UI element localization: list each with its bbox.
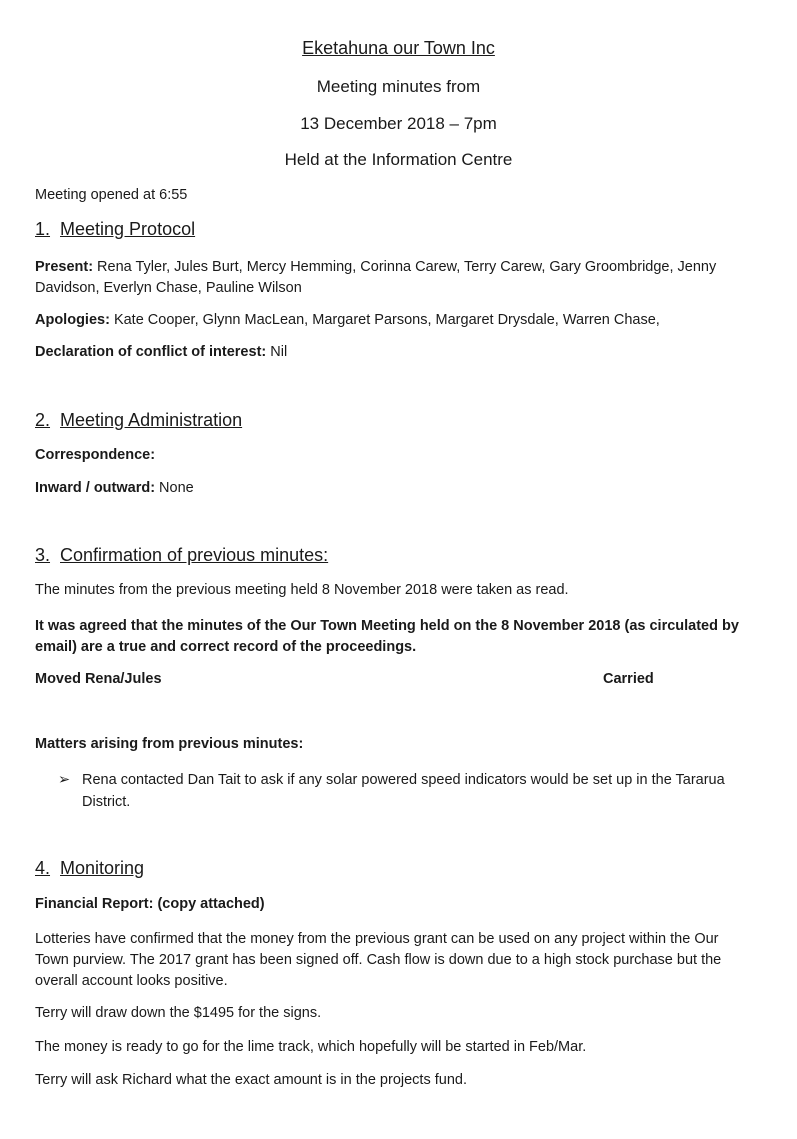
section-number: 3. (35, 545, 51, 565)
financial-report-label: Financial Report: (copy attached) (35, 896, 265, 912)
section-title: Monitoring (60, 858, 145, 878)
terry-ask-line: Terry will ask Richard what the exact amount is in the projects fund. (35, 1072, 467, 1088)
meeting-opened: Meeting opened at 6:55 (35, 187, 188, 203)
arrow-bullet-icon: ➢ (58, 772, 71, 788)
apologies-label: Apologies: (35, 312, 110, 328)
inward-outward-text: None (155, 480, 194, 496)
conflict-line (35, 344, 287, 360)
apologies-line (35, 312, 660, 328)
section-title: Meeting Administration (60, 410, 243, 430)
present-paragraph (35, 257, 755, 299)
minutes-subtitle: Meeting minutes from (316, 77, 481, 96)
list-item (58, 769, 738, 813)
section-2-heading (35, 410, 242, 431)
list-item-text: Rena contacted Dan Tait to ask if any solar powered speed indicators would be set up in the Tararua District. (82, 772, 725, 810)
moved-line: Moved Rena/Jules (35, 671, 162, 687)
lotteries-paragraph: Lotteries have confirmed that the money from the previous grant can be used on any project within the Our Town purview. The 2017 grant has been signed off. Cash flow is down due to a high stock purchase but the overall account looks positive. (35, 931, 722, 989)
conflict-text: Nil (266, 344, 288, 360)
section-title: Confirmation of previous minutes: (60, 545, 329, 565)
section-3-heading (35, 545, 328, 566)
meeting-venue: Held at the Information Centre (284, 150, 513, 169)
money-ready-line: The money is ready to go for the lime track, which hopefully will be started in Feb/Mar. (35, 1039, 587, 1055)
section-number: 2. (35, 410, 51, 430)
organisation-title: Eketahuna our Town Inc (302, 38, 495, 58)
section-number: 4. (35, 858, 51, 878)
inward-outward-line (35, 480, 194, 496)
correspondence-label: Correspondence: (35, 447, 156, 463)
inward-outward-label: Inward / outward: (35, 480, 156, 496)
matters-arising-label: Matters arising from previous minutes: (35, 736, 304, 752)
correspondence-line (35, 447, 155, 463)
section-1-heading (35, 219, 195, 240)
section-title: Meeting Protocol (60, 219, 196, 239)
present-label: Present: (35, 259, 94, 275)
conflict-label: Declaration of conflict of interest: (35, 344, 267, 360)
carried-label: Carried (603, 671, 654, 687)
section-number: 1. (35, 219, 51, 239)
present-text: Rena Tyler, Jules Burt, Mercy Hemming, Corinna Carew, Terry Carew, Gary Groombridge, Jenny Davidson, Everlyn Chase, Pauline Wilson (35, 259, 717, 296)
section-4-heading (35, 858, 144, 879)
apologies-text: Kate Cooper, Glynn MacLean, Margaret Parsons, Margaret Drysdale, Warren Chase, (109, 312, 660, 328)
minutes-taken-line: The minutes from the previous meeting held 8 November 2018 were taken as read. (35, 582, 569, 598)
meeting-date: 13 December 2018 – 7pm (300, 114, 497, 133)
agreement-paragraph: It was agreed that the minutes of the Our Town Meeting held on the 8 November 2018 (as circulated by email) are a true and correct record of the proceedings. (35, 618, 739, 655)
terry-draw-line: Terry will draw down the $1495 for the signs. (35, 1005, 322, 1021)
